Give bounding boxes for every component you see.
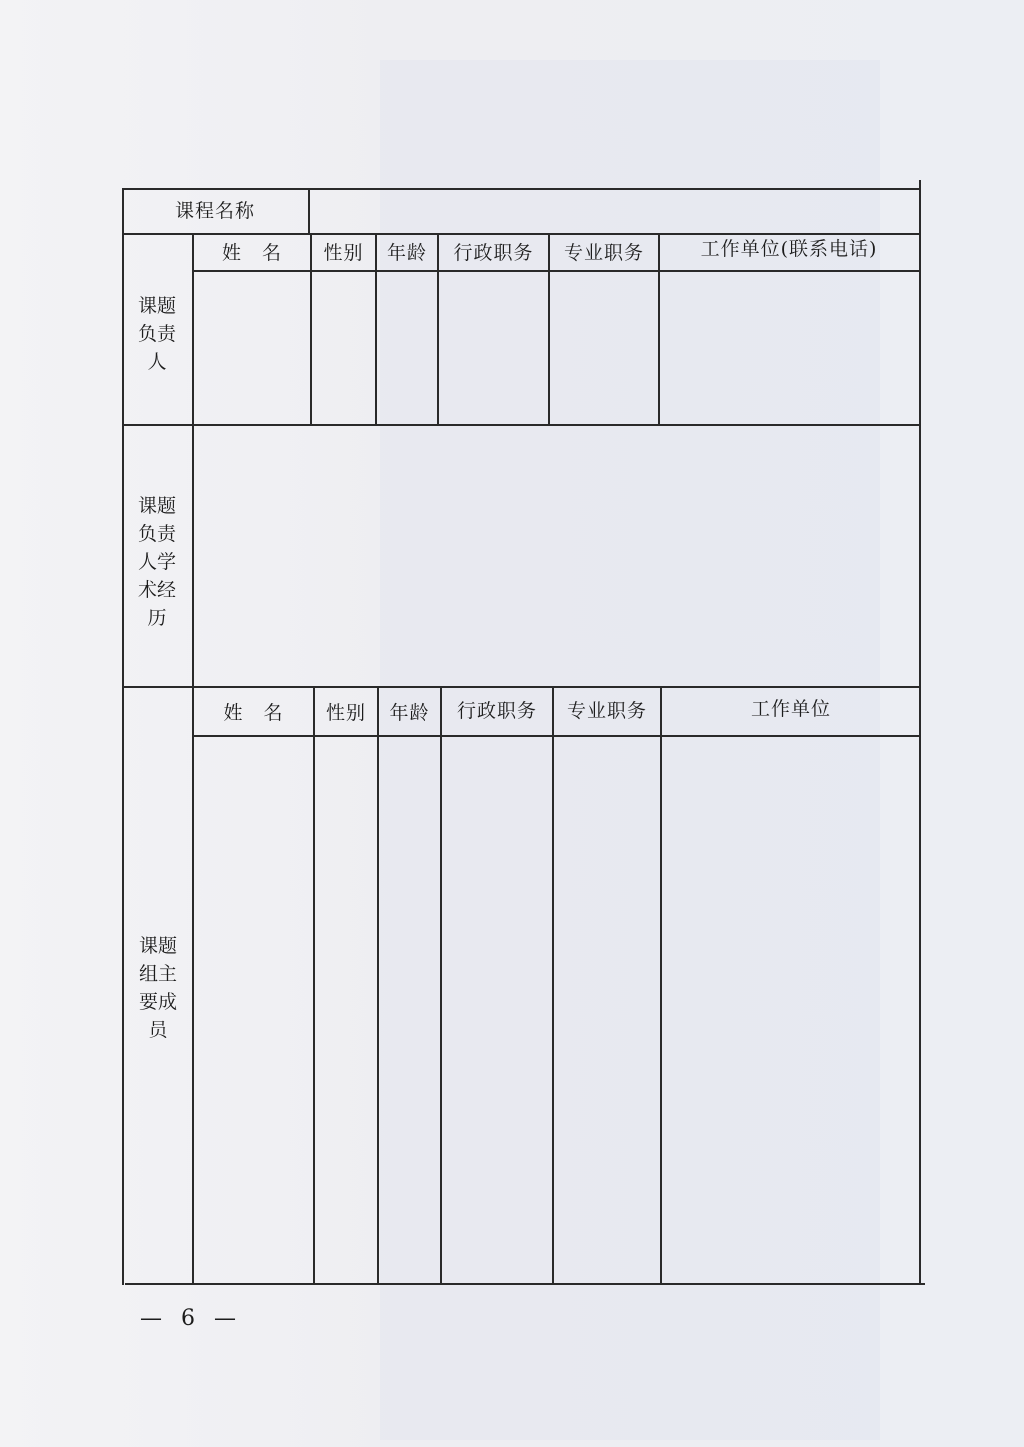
leader-header-admin-title: 行政职务 [453,242,534,264]
academic-experience-label: 课题 负责 人学 术经 历 [137,495,176,629]
course-name-field[interactable] [310,224,918,226]
leader-section-label: 课题 负责 人 [137,295,176,373]
left-label-column-divider [192,233,194,1285]
leader-header-workplace: 工作单位(联系电话) [700,238,878,260]
course-name-divider [308,188,310,234]
leader-header-gender: 性别 [323,242,364,264]
course-name-label: 课程名称 [174,200,255,222]
member-header-admin-title: 行政职务 [456,700,537,722]
members-col-divider-4 [552,686,554,1284]
border-right [919,180,921,1285]
application-form-table [122,180,922,1285]
leader-section-bottom [122,424,920,426]
academic-section-bottom [122,686,920,688]
members-col-divider-3 [440,686,442,1284]
border-bottom [125,1283,925,1285]
member-header-workplace: 工作单位 [750,698,831,720]
members-header-bottom [193,735,921,737]
member-header-gender: 性别 [325,702,366,724]
leader-header-age: 年龄 [386,242,427,264]
page-number: — 6 — [140,1306,242,1331]
members-col-divider-1 [313,686,315,1284]
leader-header-name: 姓 名 [221,242,282,264]
row1-bottom [122,233,920,235]
member-header-name: 姓 名 [223,702,284,724]
members-col-divider-5 [660,686,662,1284]
member-header-prof-title: 专业职务 [566,700,647,722]
leader-header-prof-title: 专业职务 [563,242,644,264]
members-col-divider-2 [377,686,379,1284]
member-header-age: 年龄 [389,702,430,724]
members-section-label: 课题 组主 要成 员 [138,935,177,1041]
leader-col-divider-5 [658,233,660,425]
border-top [122,188,920,190]
leader-header-bottom [193,270,920,272]
